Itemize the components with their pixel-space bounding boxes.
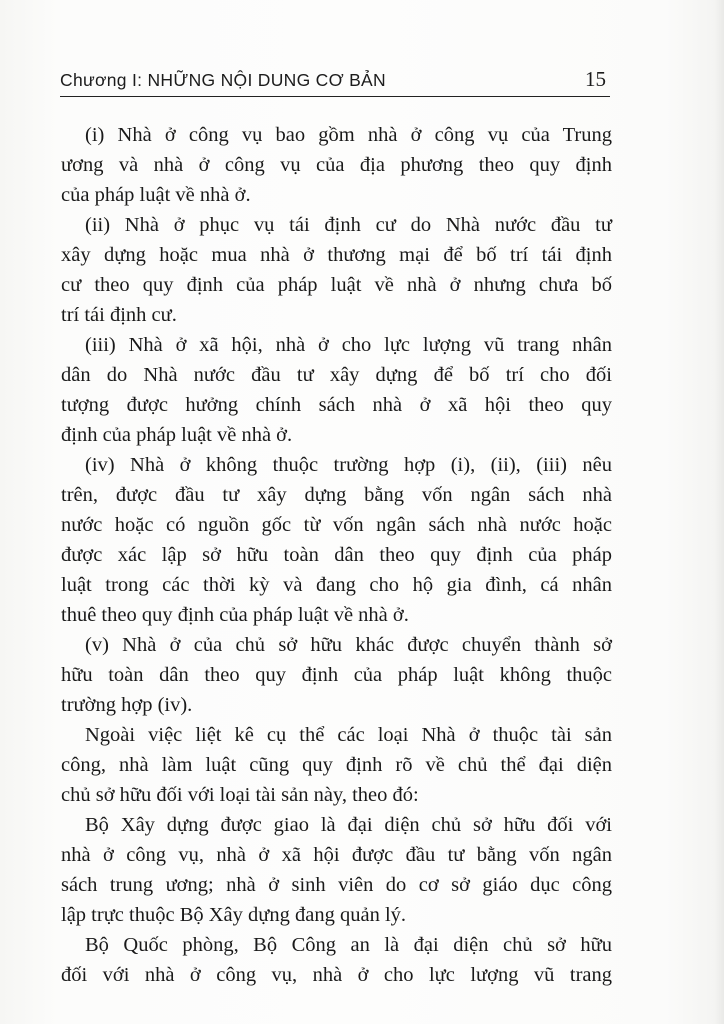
text-line: đối với nhà ở công vụ, nhà ở cho lực lượng vũ trang <box>61 964 612 986</box>
text-line: cư theo quy định của pháp luật về nhà ở nhưng chưa bố <box>61 274 612 296</box>
page-edge-shadow <box>714 0 724 1024</box>
text-line: trường hợp (iv). <box>61 694 193 716</box>
text-line: trên, được đầu tư xây dựng bằng vốn ngân sách nhà <box>61 484 612 506</box>
text-line: xây dựng hoặc mua nhà ở thương mại để bố trí tái định <box>61 244 612 266</box>
text-line: (i) Nhà ở công vụ bao gồm nhà ở công vụ của Trung <box>85 124 612 146</box>
text-line: tượng được hưởng chính sách nhà ở xã hội theo quy <box>61 394 612 416</box>
text-line: được xác lập sở hữu toàn dân theo quy định của pháp <box>61 544 612 566</box>
page-number: 15 <box>585 67 606 91</box>
text-line: thuê theo quy định của pháp luật về nhà ở. <box>61 604 409 626</box>
text-line: nhà ở công vụ, nhà ở xã hội được đầu tư bằng vốn ngân <box>61 844 612 866</box>
text-line: của pháp luật về nhà ở. <box>61 184 251 206</box>
text-line: Bộ Xây dựng được giao là đại diện chủ sở hữu đối với <box>85 814 612 836</box>
text-line: định của pháp luật về nhà ở. <box>61 424 293 446</box>
chapter-title: Chương I: NHỮNG NỘI DUNG CƠ BẢN <box>60 70 386 90</box>
text-line: luật trong các thời kỳ và đang cho hộ gia đình, cá nhân <box>61 574 612 596</box>
text-line: nước hoặc có nguồn gốc từ vốn ngân sách nhà nước hoặc <box>61 514 612 536</box>
text-line: trí tái định cư. <box>61 304 177 326</box>
text-line: Bộ Quốc phòng, Bộ Công an là đại diện chủ sở hữu <box>85 934 612 956</box>
text-line: (iv) Nhà ở không thuộc trường hợp (i), (ii), (iii) nêu <box>85 454 612 476</box>
text-line: lập trực thuộc Bộ Xây dựng đang quản lý. <box>61 904 407 926</box>
text-line: hữu toàn dân theo quy định của pháp luật không thuộc <box>61 664 612 686</box>
text-line: ương và nhà ở công vụ của địa phương theo quy định <box>61 154 612 176</box>
running-header <box>60 62 610 97</box>
text-line: (iii) Nhà ở xã hội, nhà ở cho lực lượng vũ trang nhân <box>85 334 612 356</box>
body-text <box>61 120 612 990</box>
text-line: (ii) Nhà ở phục vụ tái định cư do Nhà nước đầu tư <box>85 214 612 236</box>
text-line: Ngoài việc liệt kê cụ thể các loại Nhà ở thuộc tài sản <box>85 724 612 746</box>
text-line: dân do Nhà nước đầu tư xây dựng để bố trí cho đối <box>61 364 612 386</box>
text-line: công, nhà làm luật cũng quy định rõ về chủ thể đại diện <box>61 754 612 776</box>
text-line: chủ sở hữu đối với loại tài sản này, theo đó: <box>61 784 419 806</box>
text-line: (v) Nhà ở của chủ sở hữu khác được chuyển thành sở <box>85 634 612 656</box>
text-line: sách trung ương; nhà ở sinh viên do cơ sở giáo dục công <box>61 874 612 896</box>
